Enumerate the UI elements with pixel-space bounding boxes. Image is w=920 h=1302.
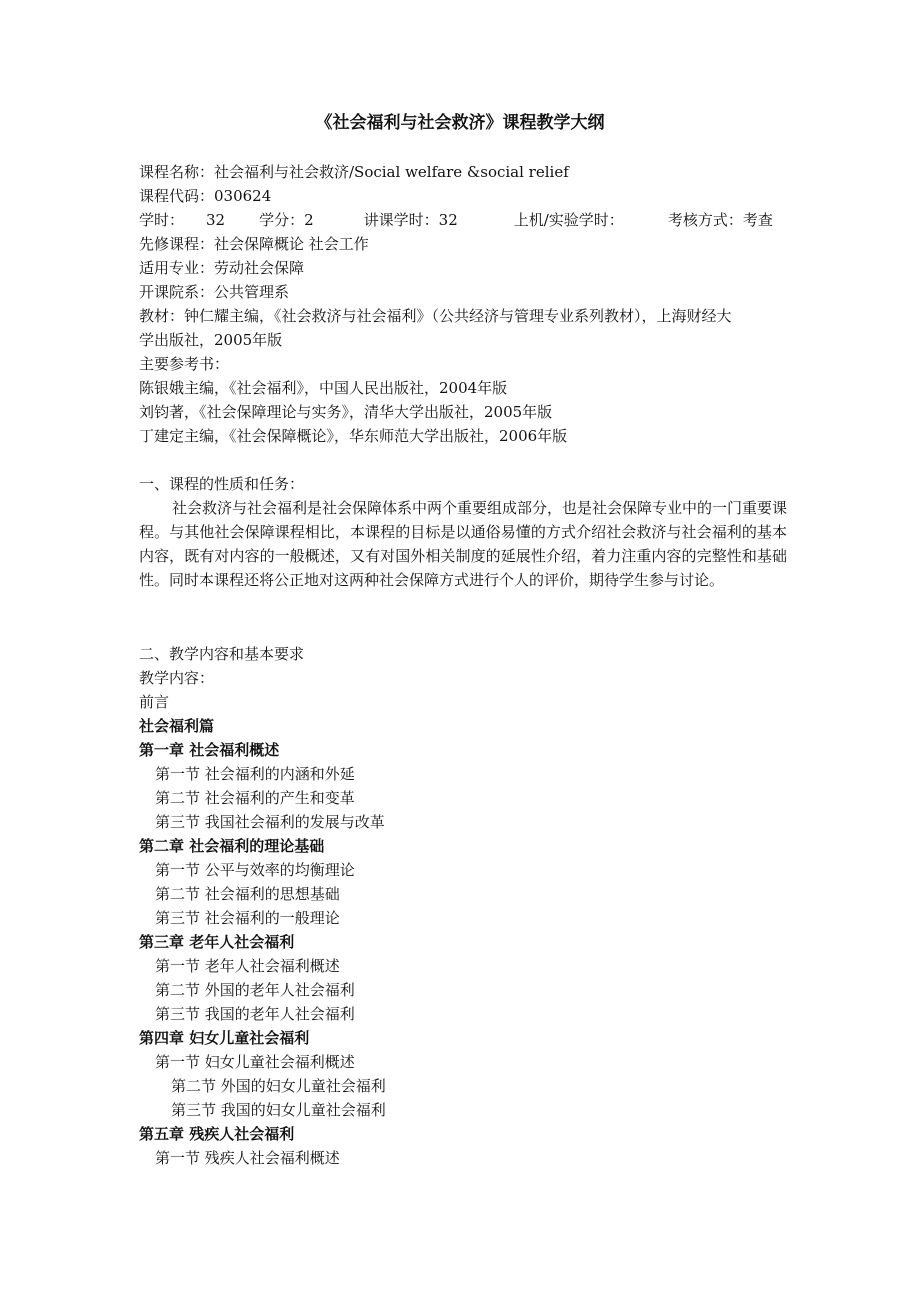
chapter-section: 第一节 妇女儿童社会福利概述 (155, 1053, 355, 1071)
chapter-section: 第三节 我国社会福利的发展与改革 (155, 813, 385, 831)
assessment: 考核方式：考查 (667, 211, 773, 229)
references-label: 主要参考书： (139, 355, 230, 373)
lab-hours: 上机/实验学时： (513, 211, 624, 229)
chapter-section: 第一节 残疾人社会福利概述 (155, 1149, 340, 1167)
chapter-section: 第二节 社会福利的产生和变革 (155, 789, 355, 807)
preface: 前言 (139, 693, 170, 711)
reference-item: 丁建定主编，《社会保障概论》，华东师范大学出版社，2006年版 (139, 427, 568, 445)
chapter-1-title: 第一章 社会福利概述 (139, 741, 280, 759)
document-title: 《社会福利与社会救济》课程教学大纲 (315, 113, 605, 133)
textbook-line-1: 教材：钟仁耀主编，《社会救济与社会福利》（公共经济与管理专业系列教材），上海财经大 (139, 307, 732, 325)
chapter-5-title: 第五章 残疾人社会福利 (139, 1125, 295, 1143)
chapter-section: 第三节 我国的老年人社会福利 (155, 1005, 355, 1023)
textbook-line-2: 学出版社，2005年版 (139, 331, 283, 349)
hours-row (139, 208, 773, 232)
department: 开课院系：公共管理系 (139, 283, 290, 301)
section-1-heading: 一、课程的性质和任务： (139, 475, 305, 493)
chapter-section: 第一节 社会福利的内涵和外延 (155, 765, 355, 783)
chapter-section: 第一节 老年人社会福利概述 (155, 957, 340, 975)
chapter-2-title: 第二章 社会福利的理论基础 (139, 837, 325, 855)
chapter-3-title: 第三章 老年人社会福利 (139, 933, 295, 951)
applicable-major: 适用专业：劳动社会保障 (139, 259, 305, 277)
prerequisites: 先修课程：社会保障概论 社会工作 (139, 235, 369, 253)
part-title: 社会福利篇 (139, 717, 215, 735)
chapter-section: 第二节 外国的妇女儿童社会福利 (171, 1077, 386, 1095)
content-label: 教学内容： (139, 669, 215, 687)
course-name: 课程名称：社会福利与社会救济/Social welfare &social relief (139, 163, 569, 181)
teaching-hours: 讲课学时：32 (363, 211, 458, 229)
reference-item: 陈银娥主编，《社会福利》，中国人民出版社，2004年版 (139, 379, 508, 397)
course-code: 课程代码：030624 (139, 187, 272, 205)
section-2-heading: 二、教学内容和基本要求 (139, 645, 305, 663)
reference-item: 刘钧著，《社会保障理论与实务》，清华大学出版社，2005年版 (139, 403, 553, 421)
credits: 学分：2 (259, 211, 314, 229)
chapter-section: 第一节 公平与效率的均衡理论 (155, 861, 355, 879)
section-1-paragraph: 社会救济与社会福利是社会保障体系中两个重要组成部分，也是社会保障专业中的一门重要课程。与其他社会保障课程相比，本课程的目标是以通俗易懂的方式介绍社会救济与社会福利的基本内容，既有对内容的一般概述，又有对国外相关制度的延展性介绍，着力注重内容的完整性和基础性。同时本课程还将公正地对这两种社会保障方式进行个人的评价，期待学生参与讨论。 (139, 499, 788, 589)
chapter-section: 第三节 我国的妇女儿童社会福利 (171, 1101, 386, 1119)
chapter-section: 第三节 社会福利的一般理论 (155, 909, 340, 927)
chapter-section: 第二节 外国的老年人社会福利 (155, 981, 355, 999)
lecture-hours-label: 学时： (139, 211, 185, 229)
chapter-section: 第二节 社会福利的思想基础 (155, 885, 340, 903)
lecture-hours-value: 32 (206, 211, 226, 229)
chapter-4-title: 第四章 妇女儿童社会福利 (139, 1029, 310, 1047)
